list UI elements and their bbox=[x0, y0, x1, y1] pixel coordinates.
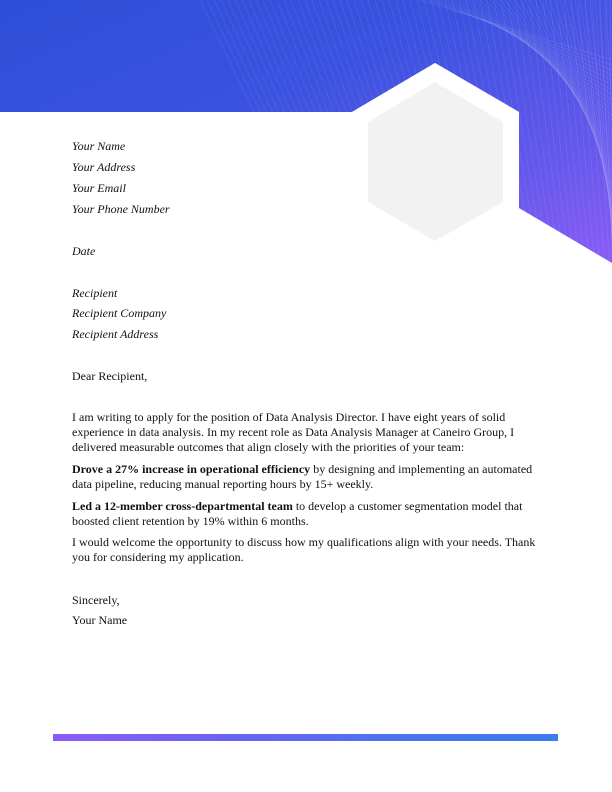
achievement-2 bbox=[72, 499, 542, 529]
sender-address: Your Address bbox=[72, 160, 136, 174]
closing-paragraph: I would welcome the opportunity to discuss how my qualifications align with your needs. Thank you for considering my application. bbox=[72, 535, 536, 564]
achievement-2-highlight: Led a 12-member cross-departmental team bbox=[72, 499, 293, 513]
header-banner bbox=[0, 0, 612, 270]
salutation: Dear Recipient, bbox=[72, 369, 148, 383]
signature-name: Your Name bbox=[72, 613, 128, 627]
achievement-1 bbox=[72, 462, 542, 492]
achievement-1-detail: by designing and implementing an automated data pipeline, reducing manual reporting hours by 15+ weekly. bbox=[72, 462, 533, 491]
intro-paragraph: I am writing to apply for the position of Data Analysis Director. I have eight years of solid experience in data analysis. In my recent role as Data Analysis Manager at Caneiro Group, I delivered measurable outcomes that align closely with the priorities of your team: bbox=[72, 410, 515, 454]
sender-email: Your Email bbox=[72, 181, 126, 195]
letter-date: Date bbox=[72, 244, 96, 258]
sender-phone: Your Phone Number bbox=[72, 202, 170, 216]
recipient-name: Recipient bbox=[72, 286, 118, 300]
recipient-company: Recipient Company bbox=[72, 306, 167, 320]
sender-name: Your Name bbox=[72, 139, 126, 153]
achievement-2-detail: to develop a customer segmentation model that boosted client retention by 19% within 6 months. bbox=[72, 499, 523, 528]
signoff: Sincerely, bbox=[72, 593, 120, 607]
achievement-1-highlight: Drove a 27% increase in operational efficiency bbox=[72, 462, 311, 476]
recipient-address: Recipient Address bbox=[72, 327, 159, 341]
footer-gradient-bar bbox=[53, 734, 558, 741]
